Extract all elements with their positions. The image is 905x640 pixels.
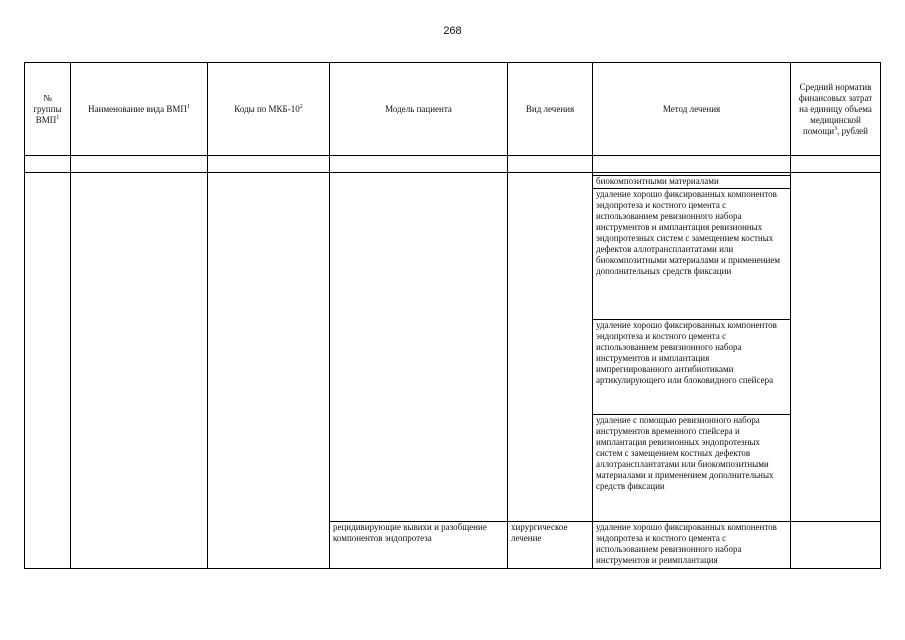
treatment-type-cell: хирургическое лечение xyxy=(508,522,593,569)
header-vmp-name: Наименование вида ВМП$^1$ xyxy=(71,63,208,156)
table-header-row xyxy=(25,63,881,156)
vmp-table xyxy=(24,62,881,569)
method-cell: удаление с помощью ревизионного набора инструментов временного спейсера и имплантация ревизионных эндопротезных систем с замещением костных дефектов аллотрансплантатами или биокомпозитными материалами и применением дополнительных средств фиксации xyxy=(593,415,791,522)
header-treatment-method: Метод лечения xyxy=(593,63,791,156)
header-treatment-type: Вид лечения xyxy=(508,63,593,156)
method-cell: биокомпозитными материалами xyxy=(593,176,791,189)
header-group-number: № группы ВМП$^1$ xyxy=(25,63,71,156)
header-icd-codes: Коды по МКБ-$10^2$ xyxy=(208,63,330,156)
empty-row xyxy=(25,156,881,173)
method-cell: удаление хорошо фиксированных компонентов эндопротеза и костного цемента с использованием ревизионного набора инструментов и реимплантация xyxy=(593,522,791,569)
header-patient-model: Модель пациента xyxy=(330,63,508,156)
method-cell: удаление хорошо фиксированных компонентов эндопротеза и костного цемента с использованием ревизионного набора инструментов и имплантация ревизионных эндопротезных систем с замещением костных дефектов аллотрансплантатами или биокомпозитными материалами и применением дополнительных средств фиксации xyxy=(593,189,791,320)
header-cost-standard: Средний норматив финансовых затрат на единицу объема медицинской помощи$^3$, рублей xyxy=(791,63,881,156)
page-number: 268 xyxy=(443,25,462,37)
patient-model-cell: рецидивирующие вывихи и разобщение компонентов эндопротеза xyxy=(330,522,508,569)
method-cell: удаление хорошо фиксированных компонентов эндопротеза и костного цемента с использованием ревизионного набора инструментов и имплантация импрегнированного антибиотиками артикулирующего или блоковидного спейсера xyxy=(593,320,791,415)
table-row xyxy=(25,176,881,189)
